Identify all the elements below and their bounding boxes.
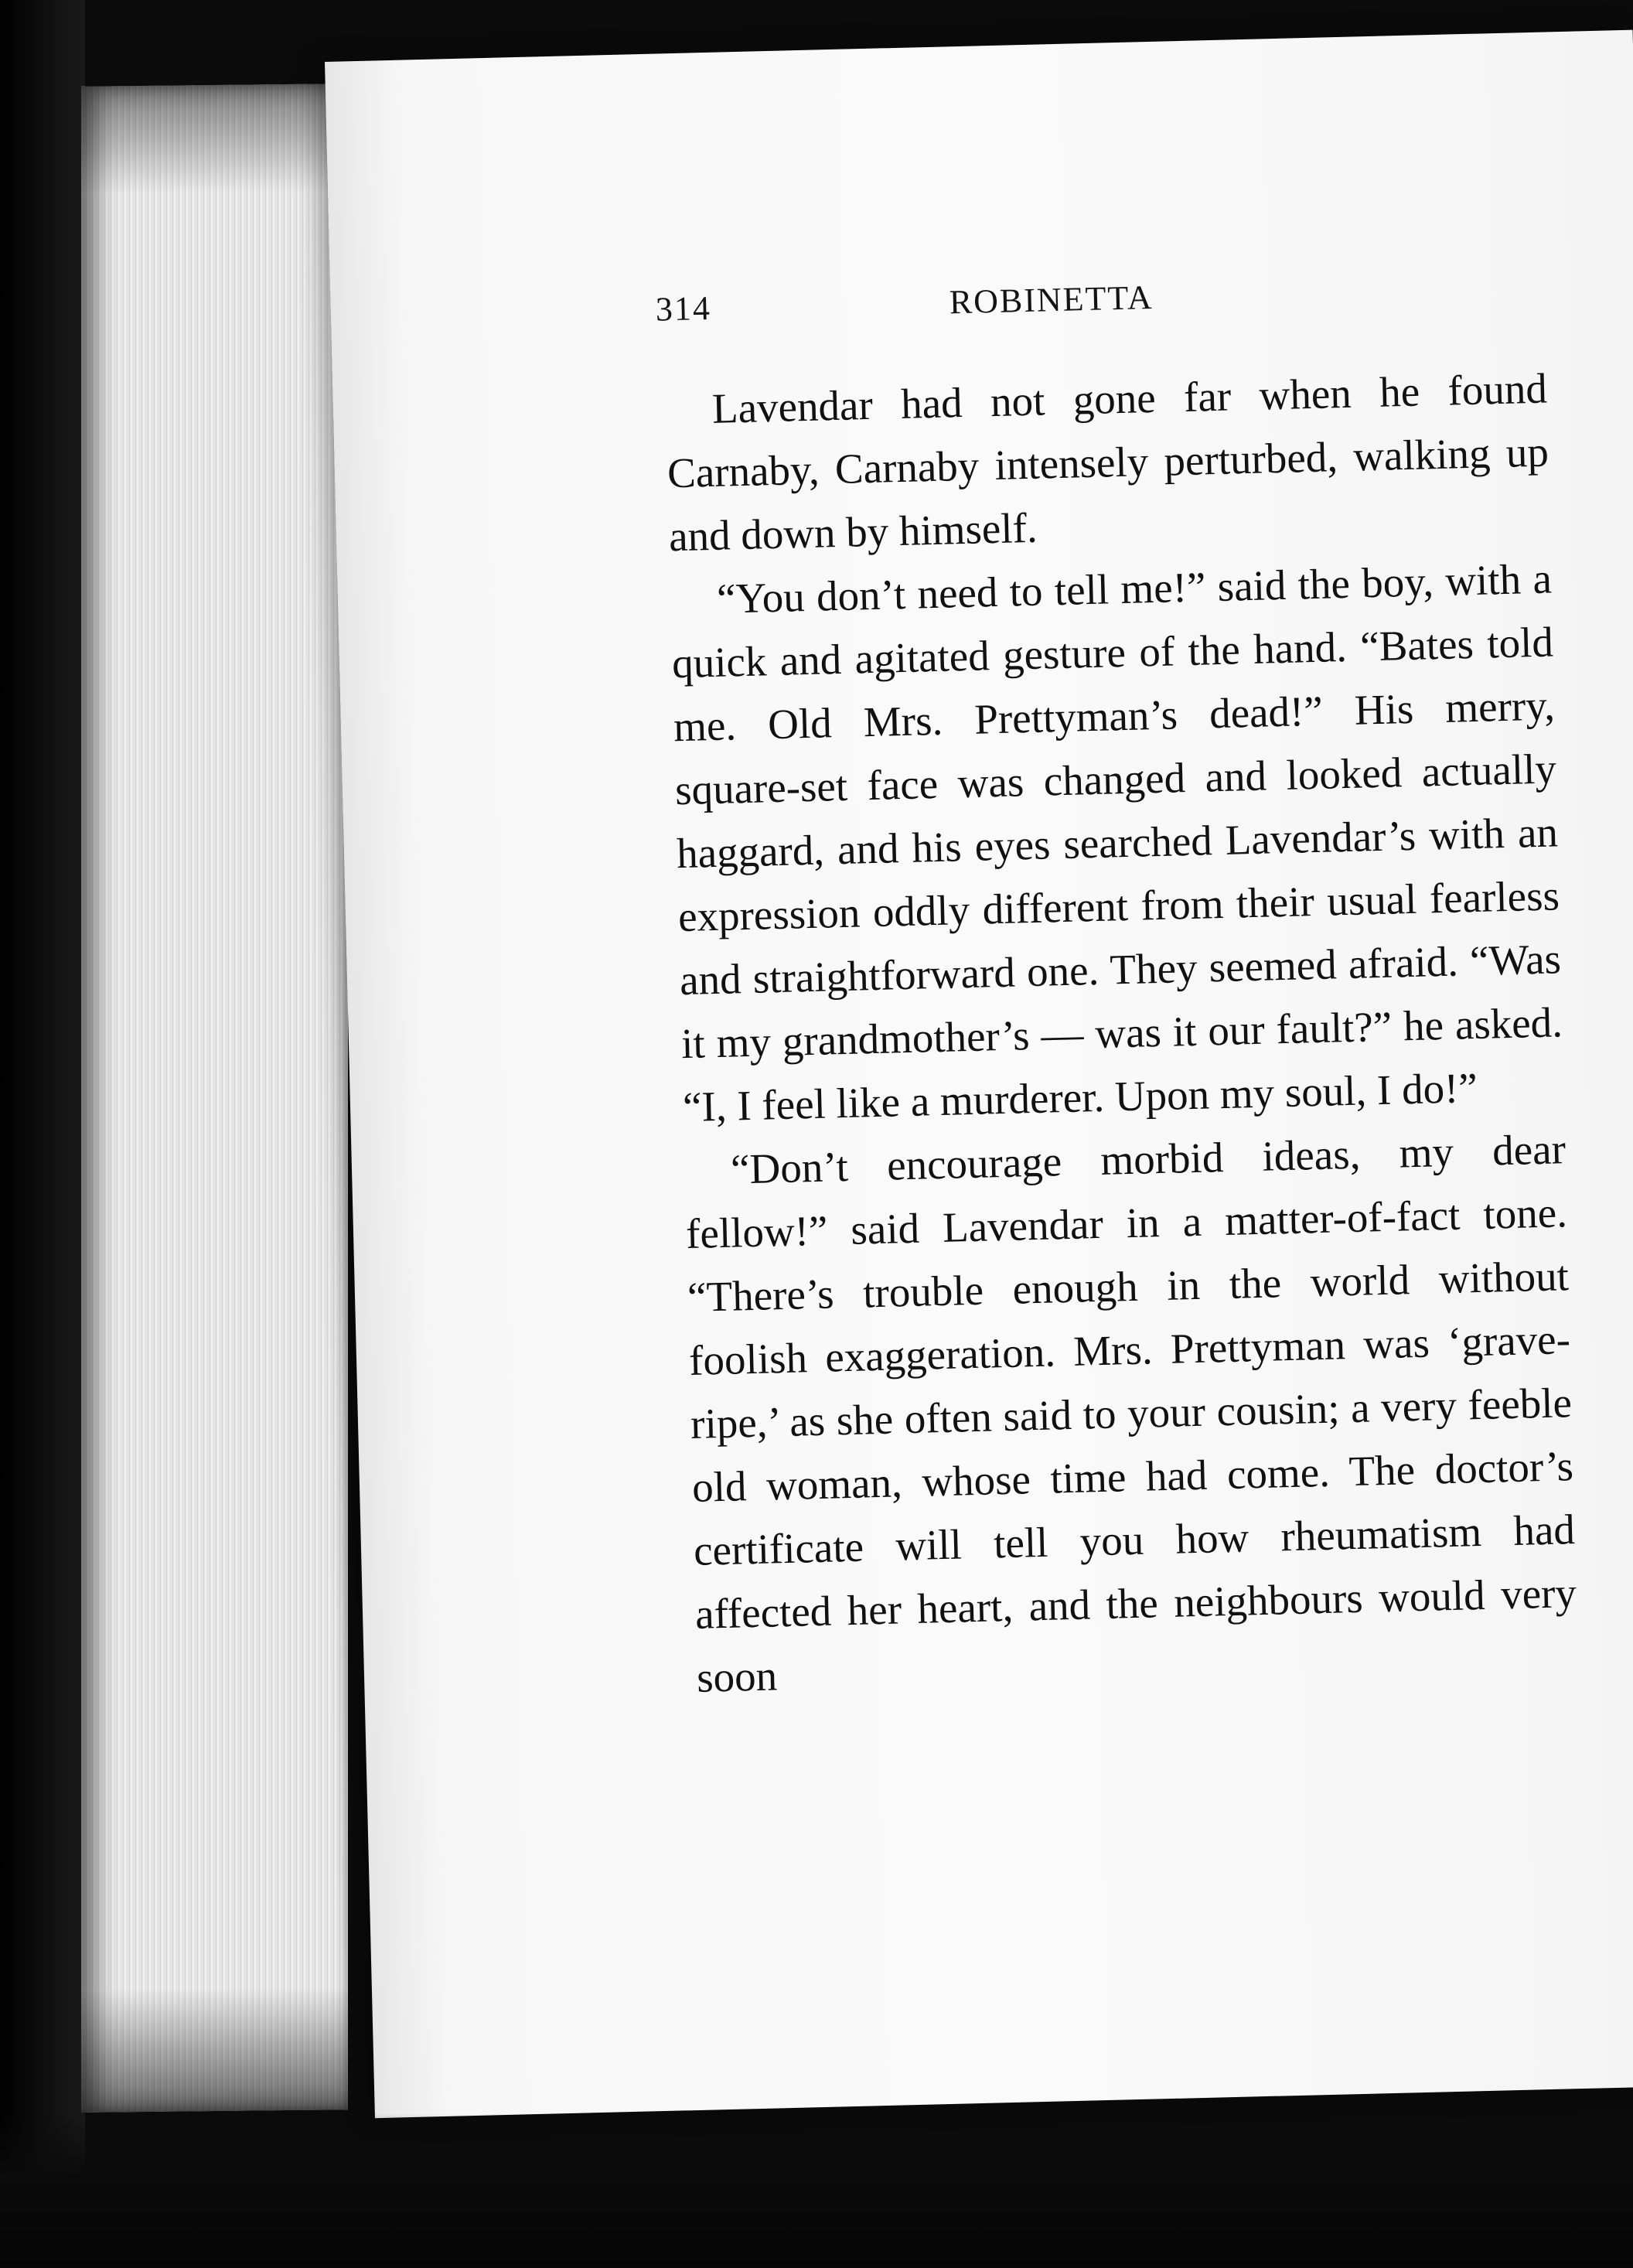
page-edges: [81, 84, 348, 2113]
body-text: [665, 357, 1579, 1710]
paragraph: Lavendar had not gone far when he found Carnaby, Carnaby intensely perturbed, walking up and down by himself.: [666, 364, 1549, 561]
running-head: [655, 269, 1505, 329]
bottom-shadow: [0, 2113, 1633, 2268]
book-title: ROBINETTA: [949, 278, 1154, 322]
paragraph: “Don’t encourage morbid ideas, my dear fellow!” said Lavendar in a matter-of-fact tone. “There’s trouble enough in the world without foolish exaggeration. Mrs. Prettyman was ‘grave-ripe,’ as she often said to your cousin; a very feeble old woman, whose time had come. The doctor’s certificate will tell you how rheumatism had affected her heart, and the neighbours would very soon: [685, 1125, 1577, 1701]
book-page: [325, 30, 1633, 2119]
paragraph: “You don’t need to tell me!” said the boy, with a quick and agitated gesture of the hand. “Bates told me. Old Mrs. Prettyman’s dead!” His merry, square-set face was changed and looked actually haggard, and his eyes searched Lavendar’s with an expression oddly different from their usual fearless and straightforward one. They seemed afraid. “Was it my grandmother’s — was it our fault?” he asked. “I, I feel like a murderer. Upon my soul, I do!”: [671, 554, 1563, 1131]
page-number: 314: [655, 288, 712, 329]
film-border: [0, 0, 85, 2268]
